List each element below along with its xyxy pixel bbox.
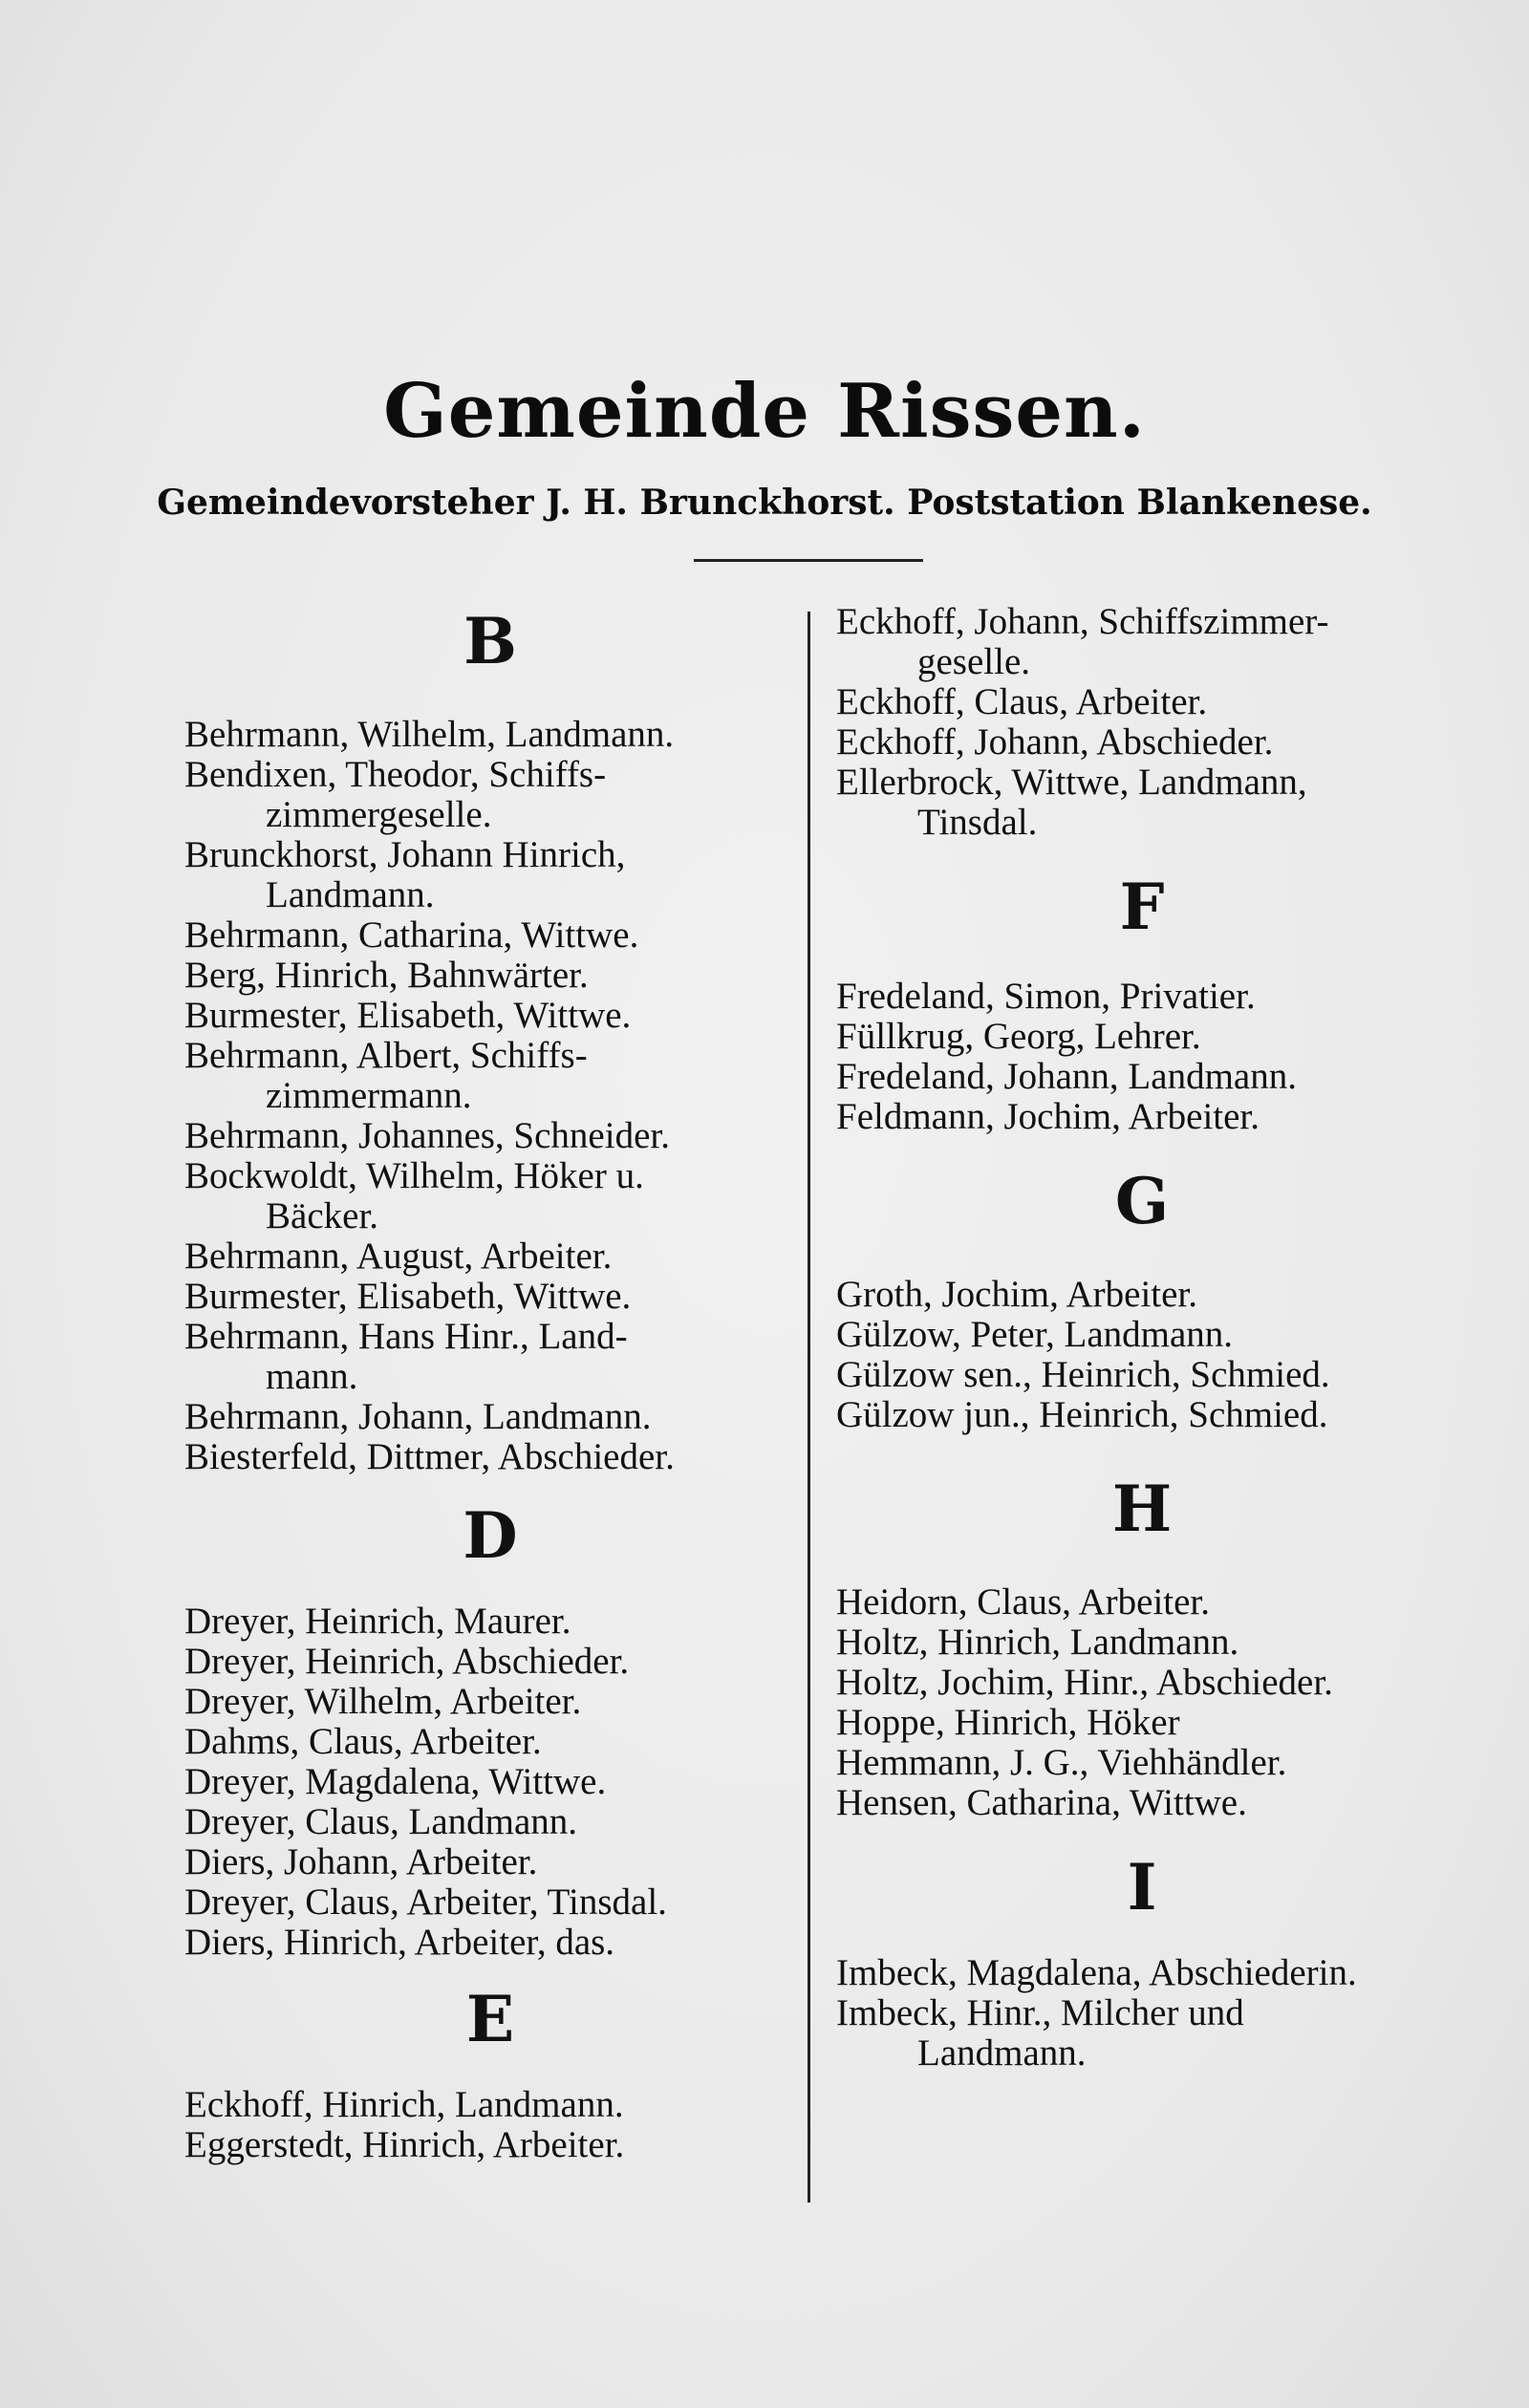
list-item: Dreyer, Heinrich, Abschieder. (184, 1641, 630, 1682)
section-letter-i: I (1127, 1850, 1157, 1924)
section-letter-e: E (465, 1982, 515, 2056)
left-column (184, 602, 796, 2165)
section-letter-g: G (1114, 1164, 1170, 1238)
section-f (836, 977, 1448, 1137)
list-item: Fredeland, Johann, Landmann. (836, 1056, 1297, 1097)
list-item: Behrmann, Albert, Schiffs- zimmermann. (184, 1035, 588, 1116)
list-item: Gülzow jun., Heinrich, Schmied. (836, 1394, 1328, 1435)
list-item: Dreyer, Wilhelm, Arbeiter. (184, 1681, 582, 1722)
section-letter-f: F (1119, 870, 1165, 944)
list-item: Bockwoldt, Wilhelm, Höker u. Bäcker. (184, 1155, 644, 1236)
list-item: Brunckhorst, Johann Hinrich, Landmann. (184, 834, 626, 915)
list-item: Dreyer, Magdalena, Wittwe. (184, 1761, 607, 1802)
list-item: Eggerstedt, Hinrich, Arbeiter. (184, 2124, 625, 2165)
section-letter-h: H (1111, 1472, 1173, 1546)
list-item: Eckhoff, Claus, Arbeiter. (836, 681, 1208, 722)
section-h (836, 1582, 1448, 1823)
list-item: Feldmann, Jochim, Arbeiter. (836, 1096, 1260, 1137)
column-divider (808, 612, 810, 2203)
page-title: Gemeinde Rissen. (383, 368, 1146, 455)
list-item: Fredeland, Simon, Privatier. (836, 976, 1256, 1017)
page-subtitle: Gemeindevorsteher J. H. Brunckhorst. Poststation Blankenese. (157, 483, 1372, 523)
list-item: Behrmann, Catharina, Wittwe. (184, 914, 639, 956)
section-d (184, 1602, 796, 1963)
section-letter-b: B (463, 604, 517, 678)
section-i (836, 1953, 1448, 2074)
list-item: Diers, Johann, Arbeiter. (184, 1841, 538, 1882)
list-item: Dahms, Claus, Arbeiter. (184, 1721, 542, 1762)
section-e (184, 2085, 796, 2165)
list-item: Berg, Hinrich, Bahnwärter. (184, 955, 589, 996)
list-item: Holtz, Hinrich, Landmann. (836, 1622, 1239, 1663)
list-item: Dreyer, Heinrich, Maurer. (184, 1601, 571, 1642)
list-item: Eckhoff, Johann, Abschieder. (836, 721, 1274, 763)
list-item: Burmester, Elisabeth, Wittwe. (184, 1276, 632, 1317)
section-letter-d: D (463, 1498, 518, 1573)
list-item: Biesterfeld, Dittmer, Abschieder. (184, 1436, 675, 1477)
title-divider (694, 559, 923, 562)
list-item: Behrmann, Johann, Landmann. (184, 1396, 652, 1437)
list-item: Behrmann, Johannes, Schneider. (184, 1115, 670, 1156)
list-item: Füllkrug, Georg, Lehrer. (836, 1016, 1201, 1057)
section-g (836, 1275, 1448, 1435)
list-item: Imbeck, Hinr., Milcher und Landmann. (836, 1992, 1244, 2074)
list-item: Behrmann, Hans Hinr., Land- mann. (184, 1316, 628, 1397)
section-b (184, 715, 796, 1477)
list-item: Ellerbrock, Wittwe, Landmann, Tinsdal. (836, 762, 1307, 843)
list-item: Diers, Hinrich, Arbeiter, das. (184, 1922, 615, 1963)
list-item: Burmester, Elisabeth, Wittwe. (184, 995, 632, 1036)
list-item: Gülzow sen., Heinrich, Schmied. (836, 1354, 1330, 1395)
section-e-continued (836, 602, 1448, 843)
list-item: Dreyer, Claus, Landmann. (184, 1801, 578, 1842)
list-item: Behrmann, Wilhelm, Landmann. (184, 714, 675, 755)
list-item: Gülzow, Peter, Landmann. (836, 1314, 1234, 1355)
list-item: Heidorn, Claus, Arbeiter. (836, 1581, 1211, 1623)
list-item: Dreyer, Claus, Arbeiter, Tinsdal. (184, 1881, 667, 1923)
list-item: Bendixen, Theodor, Schiffs- zimmergeselle. (184, 754, 607, 835)
list-item: Eckhoff, Hinrich, Landmann. (184, 2084, 624, 2125)
list-item: Holtz, Jochim, Hinr., Abschieder. (836, 1662, 1333, 1703)
list-item: Imbeck, Magdalena, Abschiederin. (836, 1952, 1357, 1993)
list-item: Groth, Jochim, Arbeiter. (836, 1274, 1198, 1315)
list-item: Behrmann, August, Arbeiter. (184, 1236, 613, 1277)
list-item: Hoppe, Hinrich, Höker (836, 1702, 1180, 1743)
right-column (836, 602, 1448, 2074)
list-item: Eckhoff, Johann, Schiffszimmer- geselle. (836, 601, 1329, 682)
list-item: Hemmann, J. G., Viehhändler. (836, 1742, 1287, 1783)
list-item: Hensen, Catharina, Wittwe. (836, 1782, 1247, 1823)
